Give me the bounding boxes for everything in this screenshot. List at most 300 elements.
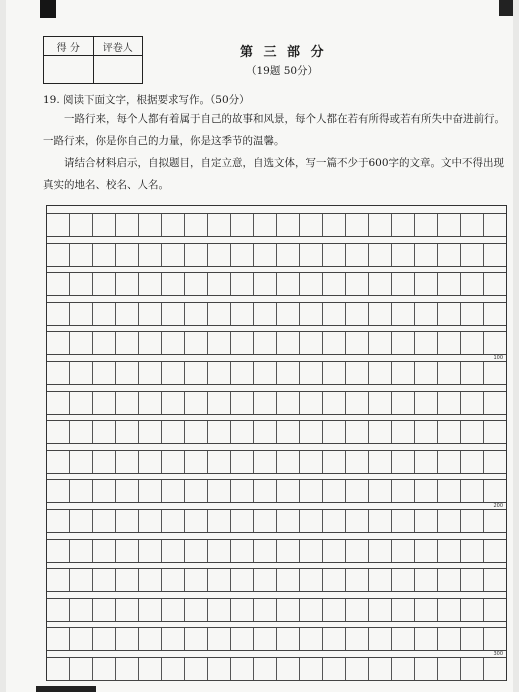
grid-cell[interactable]	[93, 510, 116, 532]
grid-cell[interactable]	[461, 303, 484, 325]
grid-cell[interactable]	[254, 510, 277, 532]
grid-cell[interactable]	[162, 273, 185, 295]
grid-cell[interactable]	[346, 244, 369, 266]
grid-cell[interactable]	[185, 421, 208, 443]
grid-cell[interactable]	[415, 332, 438, 354]
grid-cell[interactable]	[70, 332, 93, 354]
grid-cell[interactable]	[162, 510, 185, 532]
grid-cell[interactable]	[231, 628, 254, 650]
grid-cell[interactable]	[185, 303, 208, 325]
grid-cell[interactable]	[70, 362, 93, 384]
grid-cell[interactable]	[116, 392, 139, 414]
grid-cell[interactable]	[461, 599, 484, 621]
grid-cell[interactable]	[231, 362, 254, 384]
grid-cell[interactable]	[300, 599, 323, 621]
grid-cell[interactable]	[70, 599, 93, 621]
grid-cell[interactable]	[277, 214, 300, 236]
grid-cell[interactable]	[93, 273, 116, 295]
grid-cell[interactable]	[415, 273, 438, 295]
grid-cell[interactable]	[208, 362, 231, 384]
grid-cell[interactable]	[484, 392, 506, 414]
grid-cell[interactable]	[254, 214, 277, 236]
grid-cell[interactable]	[254, 451, 277, 473]
grid-cell[interactable]	[392, 480, 415, 502]
grid-cell[interactable]	[323, 214, 346, 236]
grid-cell[interactable]	[93, 451, 116, 473]
grid-cell[interactable]	[300, 421, 323, 443]
grid-cell[interactable]	[300, 628, 323, 650]
grid-cell[interactable]	[323, 332, 346, 354]
grid-cell[interactable]	[208, 628, 231, 650]
grid-cell[interactable]	[323, 303, 346, 325]
grid-cell[interactable]	[277, 451, 300, 473]
grid-cell[interactable]	[369, 569, 392, 591]
grid-cell[interactable]	[346, 332, 369, 354]
grid-cell[interactable]	[369, 451, 392, 473]
grid-cell[interactable]	[162, 628, 185, 650]
grid-cell[interactable]	[369, 244, 392, 266]
grid-cell[interactable]	[461, 451, 484, 473]
grid-cell[interactable]	[392, 451, 415, 473]
grid-cell[interactable]	[484, 303, 506, 325]
grid-cell[interactable]	[70, 392, 93, 414]
grid-cell[interactable]	[70, 628, 93, 650]
grid-cell[interactable]	[47, 658, 70, 680]
grid-cell[interactable]	[484, 244, 506, 266]
grid-cell[interactable]	[70, 451, 93, 473]
grid-cell[interactable]	[139, 569, 162, 591]
grid-cell[interactable]	[461, 628, 484, 650]
grid-cell[interactable]	[162, 480, 185, 502]
grid-cell[interactable]	[415, 362, 438, 384]
grid-cell[interactable]	[484, 480, 506, 502]
answer-grid[interactable]	[46, 205, 507, 681]
grid-cell[interactable]	[461, 392, 484, 414]
grid-cell[interactable]	[208, 480, 231, 502]
grid-cell[interactable]	[185, 569, 208, 591]
grid-cell[interactable]	[139, 628, 162, 650]
grid-cell[interactable]	[93, 569, 116, 591]
grid-cell[interactable]	[93, 244, 116, 266]
grid-cell[interactable]	[392, 273, 415, 295]
grid-cell[interactable]	[70, 214, 93, 236]
grid-cell[interactable]	[461, 540, 484, 562]
grid-cell[interactable]	[70, 480, 93, 502]
grid-cell[interactable]	[185, 392, 208, 414]
grid-cell[interactable]	[70, 421, 93, 443]
grid-cell[interactable]	[369, 303, 392, 325]
grid-cell[interactable]	[47, 332, 70, 354]
grid-cell[interactable]	[277, 480, 300, 502]
grid-cell[interactable]	[438, 244, 461, 266]
score-box[interactable]	[44, 56, 94, 84]
grid-cell[interactable]	[254, 273, 277, 295]
grid-cell[interactable]	[139, 451, 162, 473]
grid-cell[interactable]	[254, 303, 277, 325]
grader-box[interactable]	[93, 56, 143, 84]
grid-cell[interactable]	[300, 392, 323, 414]
grid-cell[interactable]	[70, 569, 93, 591]
grid-cell[interactable]	[93, 628, 116, 650]
grid-cell[interactable]	[484, 421, 506, 443]
grid-cell[interactable]	[93, 362, 116, 384]
grid-cell[interactable]	[116, 303, 139, 325]
grid-cell[interactable]	[484, 451, 506, 473]
grid-cell[interactable]	[47, 421, 70, 443]
grid-cell[interactable]	[185, 510, 208, 532]
grid-cell[interactable]	[231, 540, 254, 562]
grid-cell[interactable]	[231, 451, 254, 473]
grid-cell[interactable]	[277, 244, 300, 266]
grid-cell[interactable]	[93, 480, 116, 502]
grid-cell[interactable]	[438, 332, 461, 354]
grid-cell[interactable]	[93, 214, 116, 236]
grid-cell[interactable]	[369, 510, 392, 532]
grid-cell[interactable]	[93, 392, 116, 414]
grid-cell[interactable]	[392, 628, 415, 650]
grid-cell[interactable]	[415, 599, 438, 621]
grid-cell[interactable]	[162, 569, 185, 591]
grid-cell[interactable]	[139, 510, 162, 532]
grid-cell[interactable]	[47, 510, 70, 532]
grid-cell[interactable]	[346, 599, 369, 621]
grid-cell[interactable]	[277, 392, 300, 414]
grid-cell[interactable]	[231, 658, 254, 680]
grid-cell[interactable]	[346, 303, 369, 325]
grid-cell[interactable]	[139, 599, 162, 621]
grid-cell[interactable]	[139, 658, 162, 680]
grid-cell[interactable]	[116, 451, 139, 473]
grid-cell[interactable]	[70, 658, 93, 680]
grid-cell[interactable]	[392, 510, 415, 532]
grid-cell[interactable]	[461, 480, 484, 502]
grid-cell[interactable]	[231, 244, 254, 266]
grid-cell[interactable]	[415, 214, 438, 236]
grid-cell[interactable]	[185, 540, 208, 562]
grid-cell[interactable]	[461, 214, 484, 236]
grid-cell[interactable]	[415, 392, 438, 414]
grid-cell[interactable]	[185, 214, 208, 236]
grid-cell[interactable]	[415, 510, 438, 532]
grid-cell[interactable]	[300, 480, 323, 502]
grid-cell[interactable]	[369, 540, 392, 562]
grid-cell[interactable]	[208, 540, 231, 562]
grid-cell[interactable]	[369, 392, 392, 414]
grid-cell[interactable]	[277, 362, 300, 384]
grid-cell[interactable]	[231, 214, 254, 236]
grid-cell[interactable]	[208, 658, 231, 680]
grid-cell[interactable]	[438, 510, 461, 532]
grid-cell[interactable]	[461, 569, 484, 591]
grid-cell[interactable]	[369, 421, 392, 443]
grid-cell[interactable]	[208, 421, 231, 443]
grid-cell[interactable]	[139, 421, 162, 443]
grid-cell[interactable]	[369, 362, 392, 384]
grid-cell[interactable]	[346, 392, 369, 414]
grid-cell[interactable]	[323, 569, 346, 591]
grid-cell[interactable]	[323, 540, 346, 562]
grid-cell[interactable]	[346, 214, 369, 236]
grid-cell[interactable]	[116, 214, 139, 236]
grid-cell[interactable]	[438, 569, 461, 591]
grid-cell[interactable]	[139, 392, 162, 414]
grid-cell[interactable]	[254, 421, 277, 443]
grid-cell[interactable]	[139, 244, 162, 266]
grid-cell[interactable]	[392, 303, 415, 325]
grid-cell[interactable]	[323, 480, 346, 502]
grid-cell[interactable]	[461, 510, 484, 532]
grid-cell[interactable]	[47, 451, 70, 473]
grid-cell[interactable]	[369, 214, 392, 236]
grid-cell[interactable]	[185, 244, 208, 266]
grid-cell[interactable]	[461, 273, 484, 295]
grid-cell[interactable]	[300, 273, 323, 295]
grid-cell[interactable]	[484, 510, 506, 532]
grid-cell[interactable]	[346, 628, 369, 650]
grid-cell[interactable]	[346, 510, 369, 532]
grid-cell[interactable]	[47, 569, 70, 591]
grid-cell[interactable]	[254, 332, 277, 354]
grid-cell[interactable]	[93, 540, 116, 562]
grid-cell[interactable]	[369, 332, 392, 354]
grid-cell[interactable]	[162, 303, 185, 325]
grid-cell[interactable]	[208, 569, 231, 591]
grid-cell[interactable]	[323, 451, 346, 473]
grid-cell[interactable]	[254, 480, 277, 502]
grid-cell[interactable]	[300, 244, 323, 266]
grid-cell[interactable]	[323, 658, 346, 680]
grid-cell[interactable]	[254, 599, 277, 621]
grid-cell[interactable]	[116, 599, 139, 621]
grid-cell[interactable]	[346, 273, 369, 295]
grid-cell[interactable]	[116, 540, 139, 562]
grid-cell[interactable]	[139, 214, 162, 236]
grid-cell[interactable]	[47, 214, 70, 236]
grid-cell[interactable]	[438, 599, 461, 621]
grid-cell[interactable]	[346, 362, 369, 384]
grid-cell[interactable]	[93, 421, 116, 443]
grid-cell[interactable]	[162, 658, 185, 680]
grid-cell[interactable]	[162, 421, 185, 443]
grid-cell[interactable]	[392, 599, 415, 621]
grid-cell[interactable]	[47, 628, 70, 650]
grid-cell[interactable]	[300, 214, 323, 236]
grid-cell[interactable]	[162, 244, 185, 266]
grid-cell[interactable]	[70, 510, 93, 532]
grid-cell[interactable]	[70, 540, 93, 562]
grid-cell[interactable]	[162, 332, 185, 354]
grid-cell[interactable]	[438, 421, 461, 443]
grid-cell[interactable]	[346, 480, 369, 502]
grid-cell[interactable]	[461, 658, 484, 680]
grid-cell[interactable]	[70, 273, 93, 295]
grid-cell[interactable]	[70, 303, 93, 325]
grid-cell[interactable]	[139, 303, 162, 325]
grid-cell[interactable]	[415, 540, 438, 562]
grid-cell[interactable]	[346, 540, 369, 562]
grid-cell[interactable]	[93, 658, 116, 680]
grid-cell[interactable]	[346, 451, 369, 473]
grid-cell[interactable]	[300, 510, 323, 532]
grid-cell[interactable]	[254, 540, 277, 562]
grid-cell[interactable]	[438, 451, 461, 473]
grid-cell[interactable]	[208, 599, 231, 621]
grid-cell[interactable]	[139, 362, 162, 384]
grid-cell[interactable]	[185, 332, 208, 354]
grid-cell[interactable]	[208, 214, 231, 236]
grid-cell[interactable]	[369, 658, 392, 680]
grid-cell[interactable]	[185, 480, 208, 502]
grid-cell[interactable]	[47, 392, 70, 414]
grid-cell[interactable]	[231, 421, 254, 443]
grid-cell[interactable]	[415, 569, 438, 591]
grid-cell[interactable]	[116, 273, 139, 295]
grid-cell[interactable]	[323, 510, 346, 532]
grid-cell[interactable]	[208, 510, 231, 532]
grid-cell[interactable]	[277, 658, 300, 680]
grid-cell[interactable]	[208, 392, 231, 414]
grid-cell[interactable]	[162, 392, 185, 414]
grid-cell[interactable]	[93, 303, 116, 325]
grid-cell[interactable]	[231, 303, 254, 325]
grid-cell[interactable]	[231, 480, 254, 502]
grid-cell[interactable]	[484, 658, 506, 680]
grid-cell[interactable]	[47, 303, 70, 325]
grid-cell[interactable]	[277, 540, 300, 562]
grid-cell[interactable]	[323, 273, 346, 295]
grid-cell[interactable]	[116, 628, 139, 650]
grid-cell[interactable]	[323, 599, 346, 621]
grid-cell[interactable]	[392, 332, 415, 354]
grid-cell[interactable]	[254, 658, 277, 680]
grid-cell[interactable]	[461, 332, 484, 354]
grid-cell[interactable]	[93, 599, 116, 621]
grid-cell[interactable]	[277, 273, 300, 295]
grid-cell[interactable]	[139, 273, 162, 295]
grid-cell[interactable]	[116, 421, 139, 443]
grid-cell[interactable]	[231, 273, 254, 295]
grid-cell[interactable]	[438, 303, 461, 325]
grid-cell[interactable]	[300, 451, 323, 473]
grid-cell[interactable]	[116, 658, 139, 680]
grid-cell[interactable]	[300, 569, 323, 591]
grid-cell[interactable]	[70, 244, 93, 266]
grid-cell[interactable]	[300, 658, 323, 680]
grid-cell[interactable]	[300, 303, 323, 325]
grid-cell[interactable]	[415, 421, 438, 443]
grid-cell[interactable]	[323, 244, 346, 266]
grid-cell[interactable]	[484, 569, 506, 591]
grid-cell[interactable]	[484, 273, 506, 295]
grid-cell[interactable]	[438, 658, 461, 680]
grid-cell[interactable]	[231, 332, 254, 354]
grid-cell[interactable]	[162, 362, 185, 384]
grid-cell[interactable]	[47, 540, 70, 562]
grid-cell[interactable]	[323, 362, 346, 384]
grid-cell[interactable]	[438, 392, 461, 414]
grid-cell[interactable]	[277, 628, 300, 650]
grid-cell[interactable]	[208, 244, 231, 266]
grid-cell[interactable]	[277, 332, 300, 354]
grid-cell[interactable]	[323, 421, 346, 443]
grid-cell[interactable]	[484, 628, 506, 650]
grid-cell[interactable]	[392, 244, 415, 266]
grid-cell[interactable]	[300, 362, 323, 384]
grid-cell[interactable]	[254, 362, 277, 384]
grid-cell[interactable]	[185, 599, 208, 621]
grid-cell[interactable]	[484, 362, 506, 384]
grid-cell[interactable]	[392, 540, 415, 562]
grid-cell[interactable]	[369, 628, 392, 650]
grid-cell[interactable]	[369, 480, 392, 502]
grid-cell[interactable]	[392, 421, 415, 443]
grid-cell[interactable]	[346, 569, 369, 591]
grid-cell[interactable]	[392, 392, 415, 414]
grid-cell[interactable]	[415, 658, 438, 680]
grid-cell[interactable]	[277, 421, 300, 443]
grid-cell[interactable]	[116, 362, 139, 384]
grid-cell[interactable]	[231, 392, 254, 414]
grid-cell[interactable]	[484, 599, 506, 621]
grid-cell[interactable]	[415, 628, 438, 650]
grid-cell[interactable]	[139, 480, 162, 502]
grid-cell[interactable]	[254, 628, 277, 650]
grid-cell[interactable]	[185, 451, 208, 473]
grid-cell[interactable]	[415, 303, 438, 325]
grid-cell[interactable]	[47, 362, 70, 384]
grid-cell[interactable]	[415, 244, 438, 266]
grid-cell[interactable]	[139, 332, 162, 354]
grid-cell[interactable]	[392, 658, 415, 680]
grid-cell[interactable]	[185, 628, 208, 650]
grid-cell[interactable]	[484, 332, 506, 354]
grid-cell[interactable]	[162, 540, 185, 562]
grid-cell[interactable]	[392, 569, 415, 591]
grid-cell[interactable]	[93, 332, 116, 354]
grid-cell[interactable]	[254, 244, 277, 266]
grid-cell[interactable]	[162, 599, 185, 621]
grid-cell[interactable]	[323, 628, 346, 650]
grid-cell[interactable]	[116, 569, 139, 591]
grid-cell[interactable]	[392, 362, 415, 384]
grid-cell[interactable]	[116, 510, 139, 532]
grid-cell[interactable]	[116, 244, 139, 266]
grid-cell[interactable]	[116, 480, 139, 502]
grid-cell[interactable]	[231, 599, 254, 621]
grid-cell[interactable]	[231, 510, 254, 532]
grid-cell[interactable]	[47, 599, 70, 621]
grid-cell[interactable]	[415, 451, 438, 473]
grid-cell[interactable]	[231, 569, 254, 591]
grid-cell[interactable]	[277, 510, 300, 532]
grid-cell[interactable]	[162, 214, 185, 236]
grid-cell[interactable]	[484, 540, 506, 562]
grid-cell[interactable]	[116, 332, 139, 354]
grid-cell[interactable]	[369, 273, 392, 295]
grid-cell[interactable]	[277, 303, 300, 325]
grid-cell[interactable]	[185, 362, 208, 384]
grid-cell[interactable]	[47, 480, 70, 502]
grid-cell[interactable]	[300, 332, 323, 354]
grid-cell[interactable]	[415, 480, 438, 502]
grid-cell[interactable]	[438, 480, 461, 502]
grid-cell[interactable]	[185, 658, 208, 680]
grid-cell[interactable]	[438, 273, 461, 295]
grid-cell[interactable]	[461, 362, 484, 384]
grid-cell[interactable]	[208, 273, 231, 295]
grid-cell[interactable]	[254, 392, 277, 414]
grid-cell[interactable]	[438, 628, 461, 650]
